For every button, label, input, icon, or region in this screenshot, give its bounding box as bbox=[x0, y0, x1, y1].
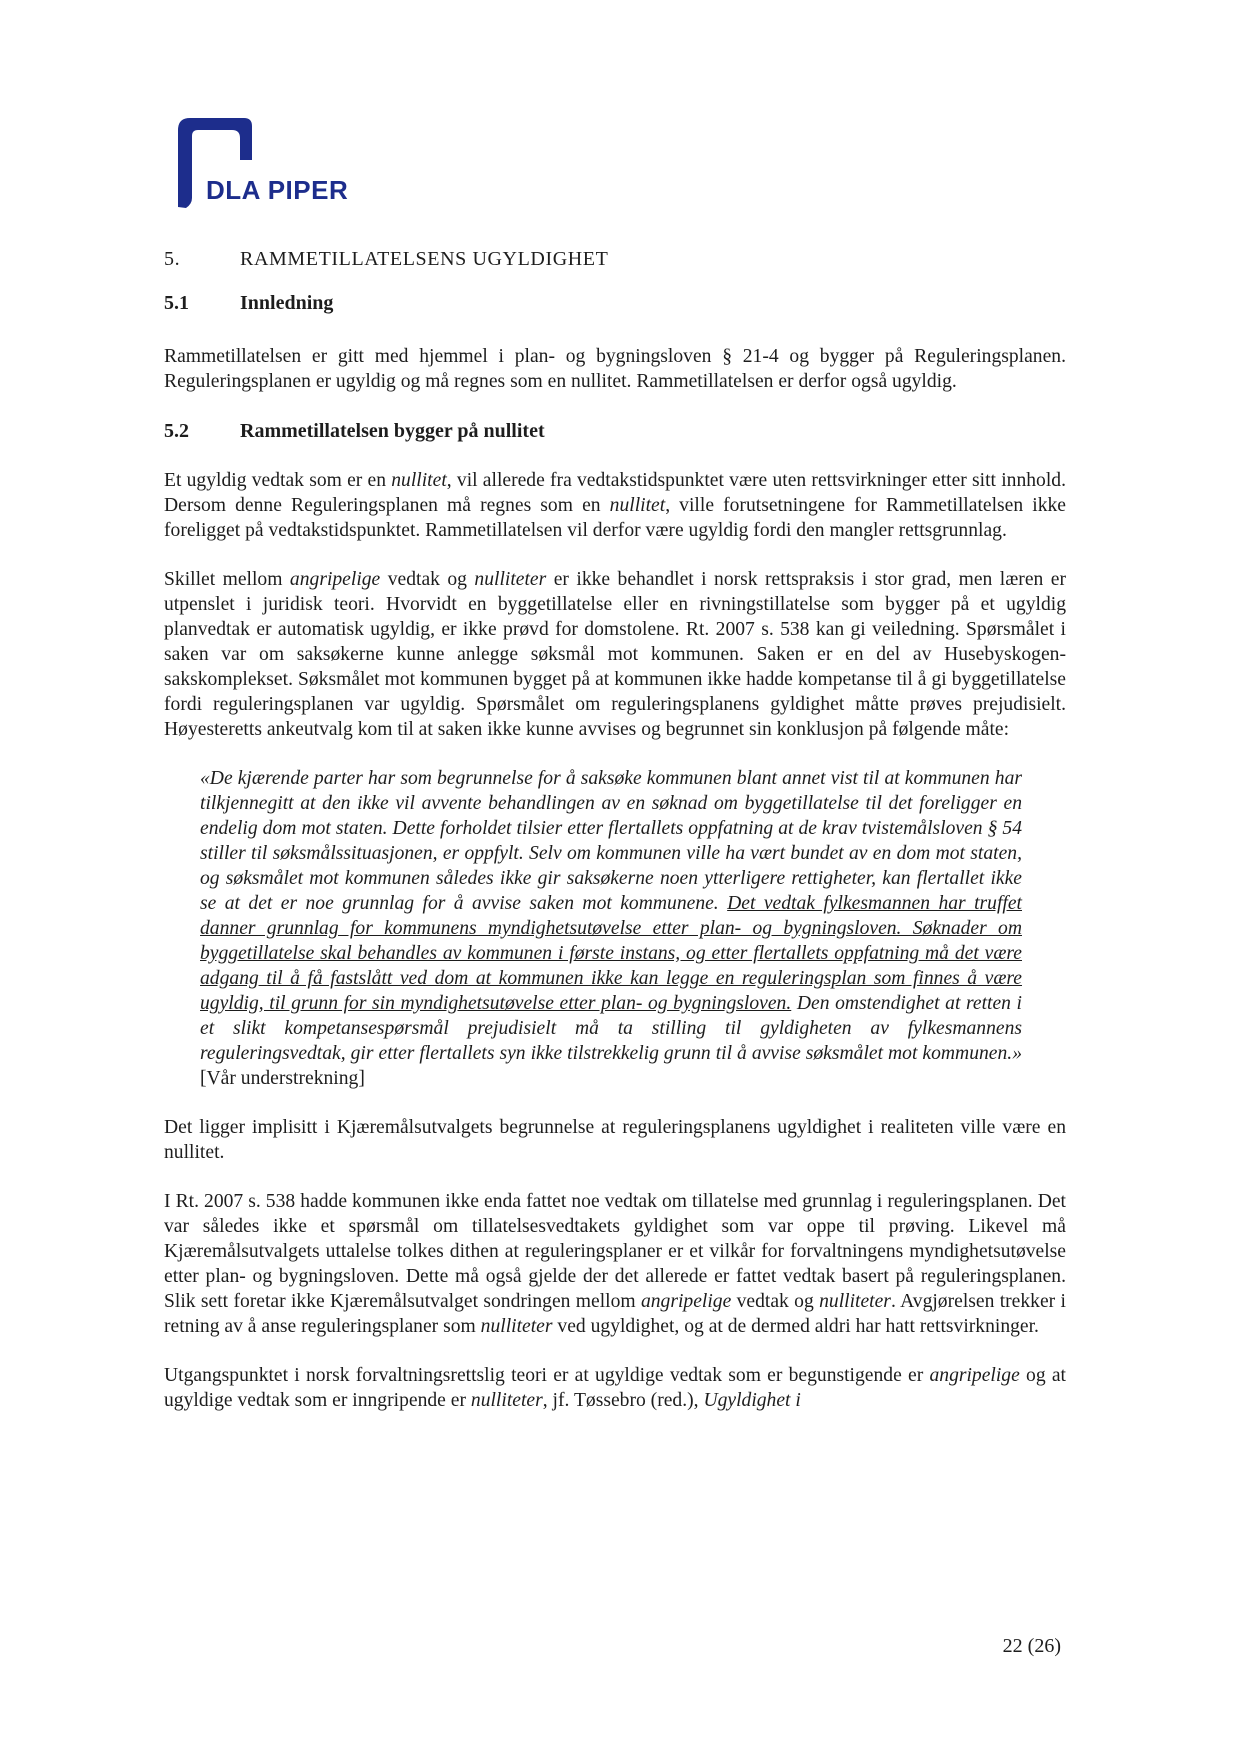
page-number: 22 (26) bbox=[1002, 1635, 1061, 1657]
paragraph: Skillet mellom angripelige vedtak og nulliteter er ikke behandlet i norsk rettspraksis i stor grad, men læren er utpenslet i juridisk teori. Hvorvidt en byggetillatelse eller en rivningstillatelse som bygger på et ugyldig planvedtak er automatisk ugyldig, er ikke prøvd for domstolene. Rt. 2007 s. 538 kan gi veiledning. Spørsmålet i saken var om saksøkerne kunne anlegge søksmål mot kommunen. Saken er en del av Husebyskogen-sakskomplekset. Søksmålet mot kommunen bygget på at kommunen ikke hadde kompetanse til å gi byggetillatelse fordi reguleringsplanen var ugyldig. Spørsmålet om reguleringsplanens gyldighet måtte prøves prejudisielt. Høyesteretts ankeutvalg kom til at saken ikke kunne avvises og begrunnet sin konklusjon på følgende måte: bbox=[164, 569, 1066, 740]
subsection-heading-5-1 bbox=[164, 290, 1066, 316]
subsection-number: 5.2 bbox=[164, 420, 189, 442]
quote-note: [Vår understrekning] bbox=[200, 1068, 365, 1089]
paragraph: Et ugyldig vedtak som er en nullitet, vil allerede fra vedtakstidspunktet være uten rettsvirkninger etter sitt innhold. Dersom denne Reguleringsplanen må regnes som en nullitet, ville forutsetningene for Rammetillatelsen ikke foreligget på vedtakstidspunktet. Rammetillatelsen vil derfor være ugyldig fordi den mangler rettsgrunnlag. bbox=[164, 470, 1066, 541]
logo-text: DLA PIPER bbox=[206, 175, 349, 205]
paragraph: Det ligger implisitt i Kjæremålsutvalgets begrunnelse at reguleringsplanens ugyldighet i realiteten ville være en nullitet. bbox=[164, 1117, 1066, 1163]
paragraph: Rammetillatelsen er gitt med hjemmel i plan- og bygningsloven § 21-4 og bygger på Reguleringsplanen. Reguleringsplanen er ugyldig og må regnes som en nullitet. Rammetillatelsen er derfor også ugyldig. bbox=[164, 346, 1066, 392]
underlined-quote: Det vedtak fylkesmannen har truffet danner grunnlag for kommunens myndighetsutøvelse etter plan- og bygningsloven. Søknader om byggetillatelse skal behandles av kommunen i første instans, og etter flertallets oppfatning må det være adgang til å få fastslått ved dom at kommunen ikke kan legge en reguleringsplan som finnes å være ugyldig, til grunn for sin myndighetsutøvelse etter plan- og bygningsloven. bbox=[200, 893, 1022, 1014]
section-title: RAMMETILLATELSENS UGYLDIGHET bbox=[240, 248, 609, 270]
section-number: 5. bbox=[164, 248, 181, 270]
subsection-title: Innledning bbox=[240, 292, 334, 314]
subsection-heading-5-2 bbox=[164, 418, 1066, 444]
section-heading bbox=[164, 246, 1066, 272]
paragraph: Utgangspunktet i norsk forvaltningsrettslig teori er at ugyldige vedtak som er begunstigende er angripelige og at ugyldige vedtak som er inngripende er nulliteter, jf. Tøssebro (red.), Ugyldighet i bbox=[164, 1365, 1066, 1411]
dla-piper-logo bbox=[166, 112, 366, 222]
subsection-number: 5.1 bbox=[164, 292, 189, 314]
paragraph: I Rt. 2007 s. 538 hadde kommunen ikke enda fattet noe vedtak om tillatelse med grunnlag i reguleringsplanen. Det var således ikke et spørsmål om tillatelsesvedtakets gyldighet som var oppe til prøving. Likevel må Kjæremålsutvalgets uttalelse tolkes dithen at reguleringsplaner er et vilkår for forvaltningens myndighetsutøvelse etter plan- og bygningsloven. Dette må også gjelde der det allerede er fattet vedtak basert på reguleringsplanen. Slik sett foretar ikke Kjæremålsutvalget sondringen mellom angripelige vedtak og nulliteter. Avgjørelsen trekker i retning av å anse reguleringsplaner som nulliteter ved ugyldighet, og at de dermed aldri har hatt rettsvirkninger. bbox=[164, 1191, 1066, 1337]
document-body bbox=[164, 246, 1066, 1413]
subsection-title: Rammetillatelsen bygger på nullitet bbox=[240, 420, 545, 442]
block-quote: «De kjærende parter har som begrunnelse for å saksøke kommunen blant annet vist til at kommunen har tilkjennegitt at den ikke vil avvente behandlingen av en søknad om byggetillatelse til det foreligger en endelig dom mot staten. Dette forholdet tilsier etter flertallets oppfatning at de krav tvistemålsloven § 54 stiller til søksmålssituasjonen, er oppfylt. Selv om kommunen ville ha vært bundet av en dom mot staten, og søksmålet mot kommunen således ikke gir saksøkerne noen ytterligere rettigheter, kan flertallet ikke se at det er noe grunnlag for å avvise saken mot kommunene. Det vedtak fylkesmannen har truffet danner grunnlag for kommunens myndighetsutøvelse etter plan- og bygningsloven. Søknader om byggetillatelse skal behandles av kommunen i første instans, og etter flertallets oppfatning må det være adgang til å få fastslått ved dom at kommunen ikke kan legge en reguleringsplan som finnes å være ugyldig, til grunn for sin myndighetsutøvelse etter plan- og bygningsloven. Den omstendighet at retten i et slikt kompetansespørsmål prejudisielt må ta stilling til gyldigheten av fylkesmannens reguleringsvedtak, gir etter flertallets syn ikke tilstrekkelig grunn til å avvise søksmålet mot kommunen.» [Vår understrekning] bbox=[200, 768, 1022, 1089]
